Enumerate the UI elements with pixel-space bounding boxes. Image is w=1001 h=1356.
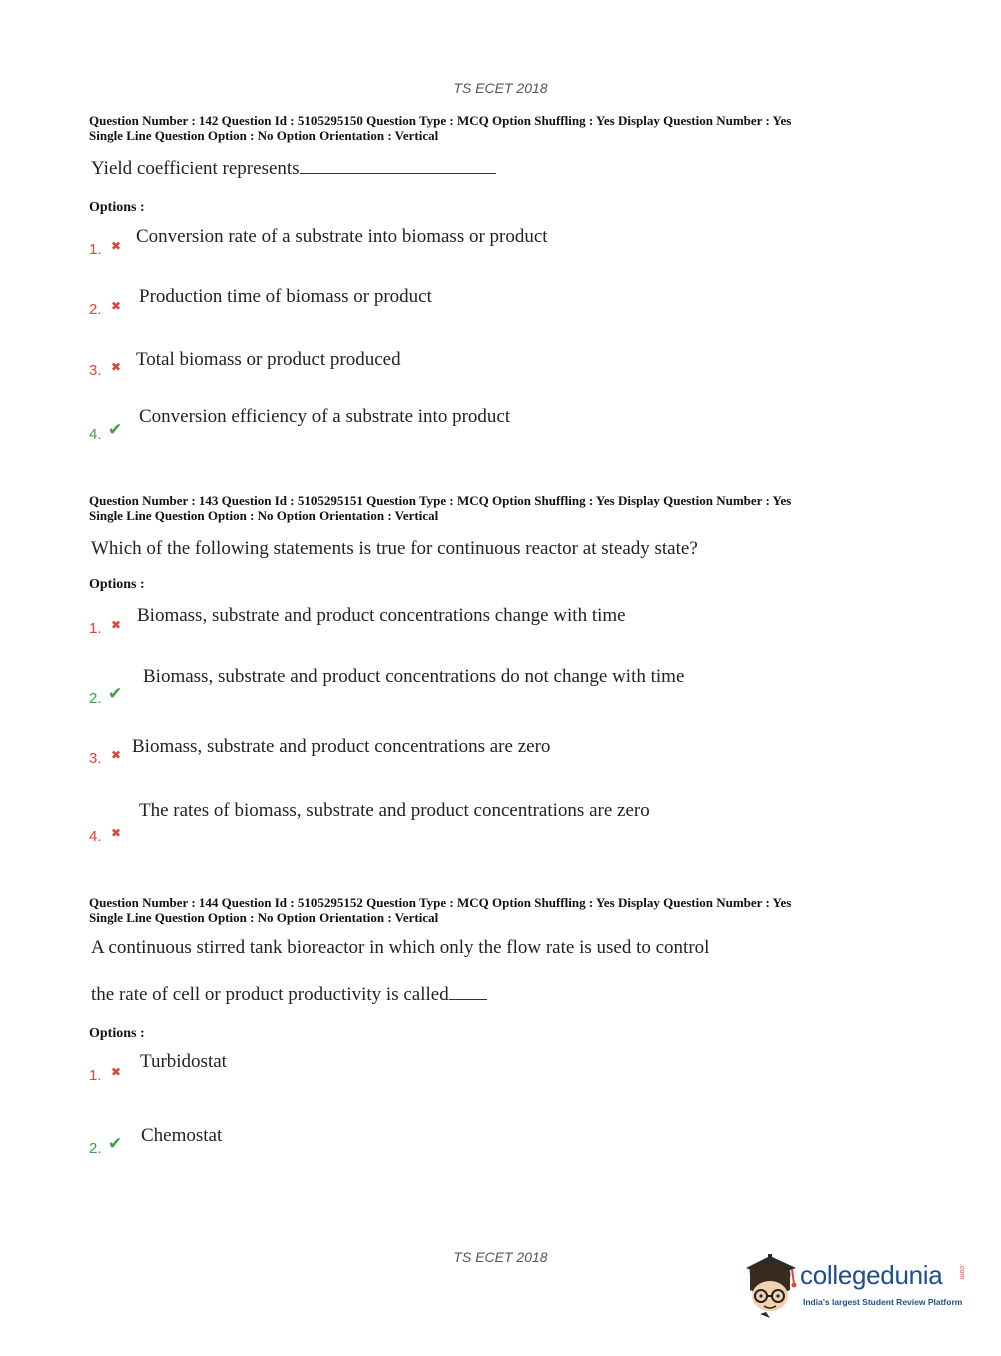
cross-icon: ✖: [111, 618, 122, 632]
meta-line: Question Number : 142 Question Id : 5105295150 Question Type : MCQ Option Shuffling : Yes Display Question Number : Yes: [89, 113, 792, 128]
option-text: Conversion efficiency of a substrate into product: [139, 406, 511, 427]
option-number: 2.: [89, 1140, 102, 1157]
question-line: the rate of cell or product productivity is called: [91, 984, 449, 1005]
option-text: Conversion rate of a substrate into biomass or product: [136, 226, 548, 247]
mascot-icon: [742, 1250, 800, 1320]
question-line: Yield coefficient represents: [91, 158, 300, 179]
logo-wordmark: collegedunia: [800, 1260, 943, 1290]
option-number: 3.: [89, 362, 102, 379]
option-number: 2.: [89, 301, 102, 318]
options-label: Options :: [89, 200, 145, 215]
page-footer: TS ECET 2018: [453, 1249, 548, 1265]
cross-icon: ✖: [111, 299, 122, 313]
cross-icon: ✖: [111, 748, 122, 762]
meta-line: Single Line Question Option : No Option Orientation : Vertical: [89, 508, 439, 523]
option-number: 4.: [89, 426, 102, 443]
cross-icon: ✖: [111, 360, 122, 374]
option-number: 3.: [89, 750, 102, 767]
option-number: 1.: [89, 1067, 102, 1084]
option-text: Biomass, substrate and product concentrations change with time: [137, 605, 626, 626]
option-text: Biomass, substrate and product concentrations do not change with time: [143, 666, 685, 687]
option-text: Total biomass or product produced: [136, 349, 401, 370]
check-icon: ✔: [108, 1134, 123, 1154]
meta-line: Single Line Question Option : No Option Orientation : Vertical: [89, 910, 439, 925]
meta-line: Question Number : 143 Question Id : 5105295151 Question Type : MCQ Option Shuffling : Yes Display Question Number : Yes: [89, 493, 792, 508]
answer-blank: [300, 157, 496, 174]
option-text: Chemostat: [141, 1125, 223, 1146]
collegedunia-logo: [742, 1250, 972, 1320]
option-text: Turbidostat: [140, 1051, 227, 1072]
options-label: Options :: [89, 577, 145, 592]
question-text: A continuous stirred tank bioreactor in which only the flow rate is used to control: [91, 937, 710, 958]
meta-line: Question Number : 144 Question Id : 5105295152 Question Type : MCQ Option Shuffling : Yes Display Question Number : Yes: [89, 895, 792, 910]
answer-blank: [449, 983, 487, 1000]
question-text: [91, 983, 487, 1006]
cross-icon: ✖: [111, 826, 122, 840]
meta-line: Single Line Question Option : No Option Orientation : Vertical: [89, 128, 439, 143]
question-text: Which of the following statements is true for continuous reactor at steady state?: [91, 538, 698, 559]
option-number: 4.: [89, 828, 102, 845]
check-icon: ✔: [108, 684, 123, 704]
option-number: 1.: [89, 620, 102, 637]
option-text: Production time of biomass or product: [139, 286, 432, 307]
question-meta: [89, 113, 919, 143]
page-header: TS ECET 2018: [453, 80, 548, 96]
option-number: 2.: [89, 690, 102, 707]
option-text: Biomass, substrate and product concentrations are zero: [132, 736, 551, 757]
question-meta: [89, 895, 919, 925]
cross-icon: ✖: [111, 239, 122, 253]
question-meta: [89, 493, 919, 523]
logo-com: .com: [958, 1264, 965, 1280]
option-number: 1.: [89, 241, 102, 258]
check-icon: ✔: [108, 420, 123, 440]
logo-tagline: India's largest Student Review Platform: [803, 1297, 963, 1307]
cross-icon: ✖: [111, 1065, 122, 1079]
question-text: [91, 157, 496, 180]
options-label: Options :: [89, 1026, 145, 1041]
option-text: The rates of biomass, substrate and product concentrations are zero: [139, 800, 650, 821]
